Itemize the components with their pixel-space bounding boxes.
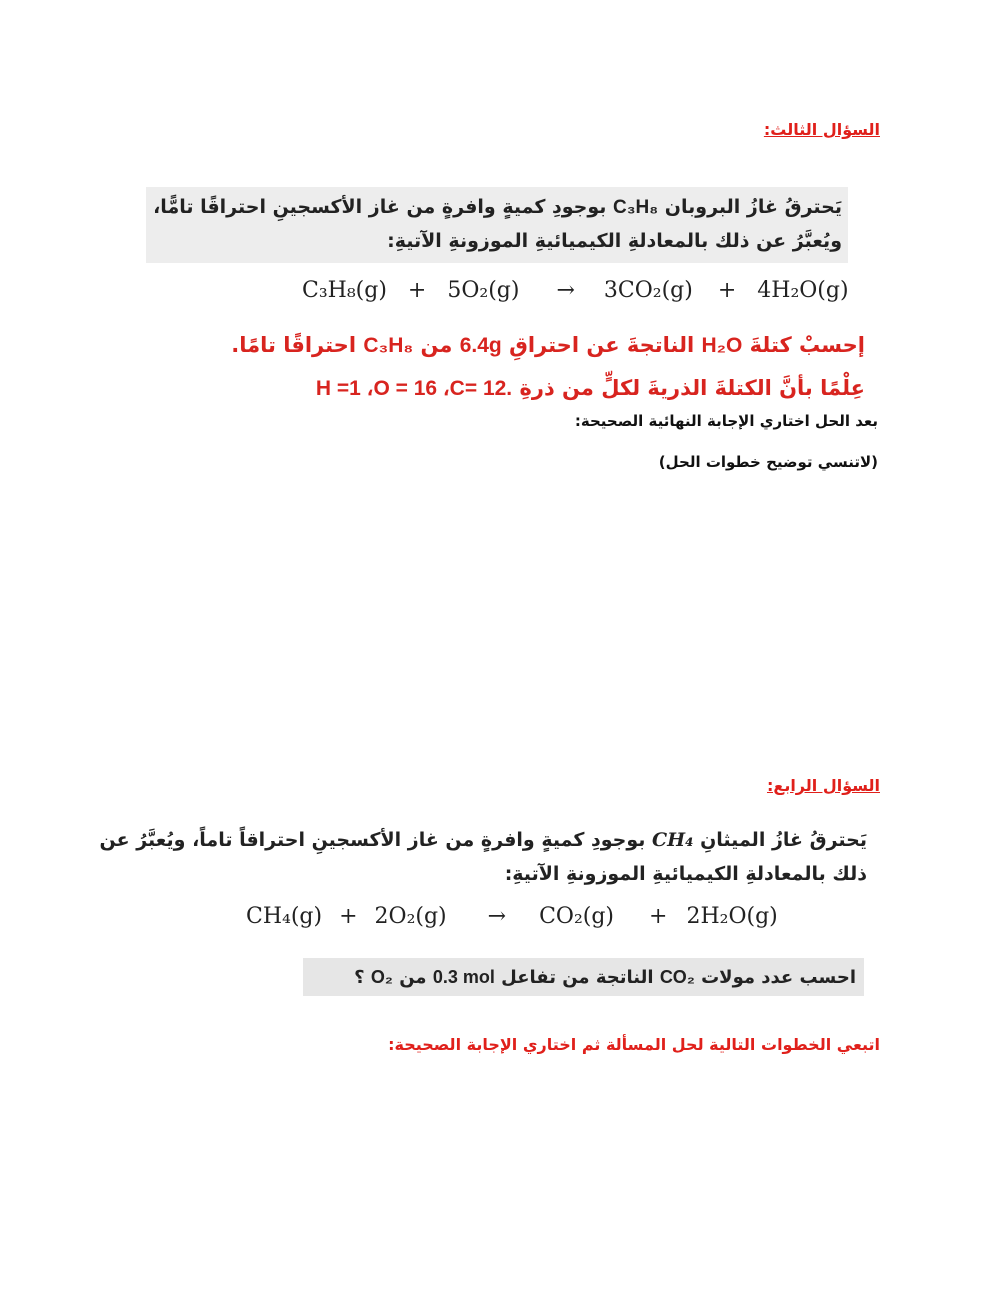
q3-ask-h2o: H₂O [701,334,743,357]
q3-ask-1d: احتراقًا تامًا. [231,333,357,357]
q3-problem-line2: ويُعبَّرُ عن ذلك بالمعادلةِ الكيميائيةِ الموزونةِ الآتيةِ: [387,230,842,252]
q3-eq-arrow: → [556,278,575,303]
q4-eq-product2: 2H₂O(g) [686,904,778,929]
q3-ask-2a: عِلْمًا بأنَّ الكتلةَ الذريةَ لكلٍّ من ذرةِ [519,376,865,400]
q4-eq-plus1: + [339,904,358,929]
q3-after-solve: بعد الحل اختاري الإجابة النهائية الصحيحة: [574,412,878,430]
q4-ask-co2: CO₂ [659,967,695,987]
q4-eq-reactant2: 2O₂(g) [374,904,447,929]
q4-ask-amount: 0.3 mol [432,967,495,987]
q4-equation [246,904,778,929]
q3-eq-plus1: + [407,278,427,303]
q3-ask-c3h8: C₃H₈ [363,334,414,357]
q3-problem-line1-b: بوجودِ كميةٍ وافرةٍ من غاز الأكسجينِ احتراقًا تامًّا، [153,196,607,218]
q4-eq-arrow: → [487,904,507,929]
q3-eq-reactant1: C₃H₈(g) [302,278,387,303]
q4-eq-plus2: + [649,904,668,929]
q4-methane-formula: CH₄ [652,829,694,851]
q3-eq-product1: 3CO₂(g) [603,278,693,303]
q4-heading: السؤال الرابع: [766,776,880,795]
q3-eq-plus2: + [717,278,737,303]
q4-ask-a: احسب عدد مولات [701,967,856,988]
q4-problem-line1 [100,822,867,858]
q4-problem-line2: ذلك بالمعادلةِ الكيميائيةِ الموزونةِ الآتيةِ: [504,863,867,885]
q3-equation [302,278,849,303]
q4-ask-c: من [399,967,427,988]
q4-ask-b: الناتجة من تفاعل [501,967,654,988]
q3-note: (لاتنسي توضيح خطوات الحل) [658,453,878,471]
q3-ask-1c: من [420,333,453,357]
q4-ask-o2: O₂ [370,967,393,987]
q3-eq-product2: 4H₂O(g) [757,278,849,303]
q4-eq-reactant1: CH₄(g) [246,904,323,929]
q4-instruction: اتبعي الخطوات التالية لحل المسألة ثم اختاري الإجابة الصحيحة: [388,1035,880,1054]
q3-atomic-masses: H =1 ،O = 16 ،C= 12. [315,377,513,400]
q3-ask-line2 [316,376,865,401]
q3-ask-line1 [231,333,865,358]
q3-propane-formula: C₃H₈ [613,197,659,218]
q3-ask-mass: 6.4g [459,334,502,357]
q3-problem-line1-a: يَحترقُ غازُ البروبان [664,196,842,218]
q3-eq-reactant2: 5O₂(g) [447,278,520,303]
q4-problem-1a: يَحترقُ غازُ الميثانِ [700,829,867,851]
q3-ask-1b: الناتجةَ عن احتراقِ [509,333,695,357]
q4-problem-1b: بوجودِ كميةٍ وافرةٍ من غاز الأكسجينِ احتراقاً تاماً، ويُعبَّرُ عن [99,829,646,851]
q4-ask-box [303,958,864,996]
q3-problem-box [146,187,848,263]
q3-heading: السؤال الثالث: [763,120,880,139]
q4-ask-d: ؟ [354,967,365,988]
q3-ask-1a: إحسبْ كتلةَ [749,333,865,357]
q4-eq-product1: CO₂(g) [539,904,615,929]
